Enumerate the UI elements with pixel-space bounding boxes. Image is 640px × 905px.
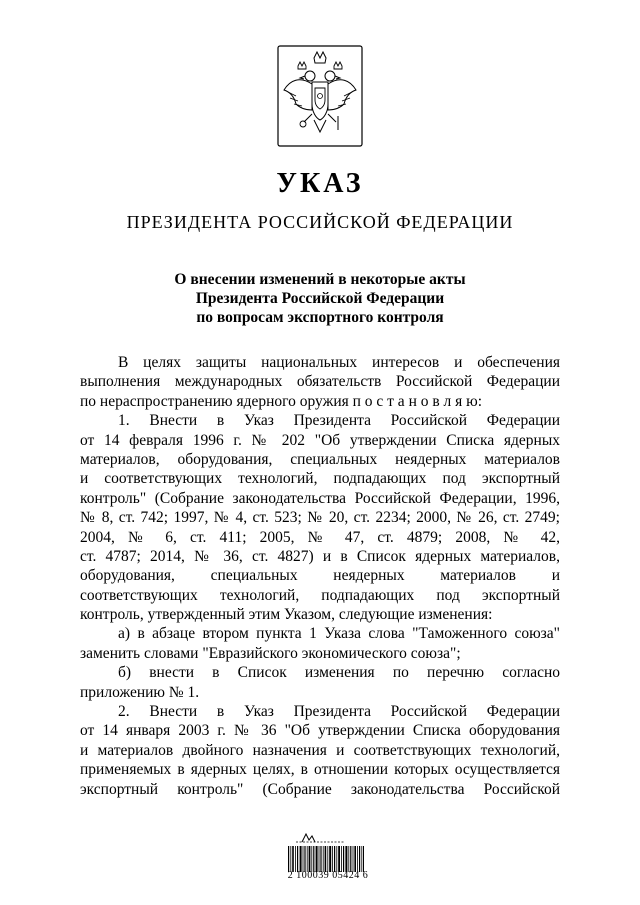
document-title: УКАЗ	[276, 168, 364, 199]
body-line: а) в абзаце втором пункта 1 Указа слова "Таможенного союза"	[118, 625, 560, 643]
body-line: и соответствующих технологий, подпадающих под экспортный	[80, 470, 560, 488]
body-line: № 8, ст. 742; 1997, № 4, ст. 523; № 20, ст. 2234; 2000, № 26, ст. 2749;	[80, 509, 560, 527]
body-line: материалов, оборудования, специальных неядерных материалов	[80, 450, 560, 468]
barcode-icon	[288, 846, 364, 872]
subject-line: О внесении изменений в некоторые акты	[174, 271, 466, 288]
body-line: по нераспространению ядерного оружия п о с т а н о в л я ю:	[80, 392, 483, 410]
body-line: от 14 января 2003 г. № 36 "Об утверждении Списка оборудования	[80, 722, 560, 740]
body-line: применяемых в ядерных целях, в отношении которых осуществляется	[80, 761, 560, 779]
body-line: В целях защиты национальных интересов и обеспечения	[118, 354, 560, 371]
subject-line: по вопросам экспортного контроля	[196, 309, 444, 326]
document-subject	[0, 270, 640, 327]
document-subtitle: ПРЕЗИДЕНТА РОССИЙСКОЙ ФЕДЕРАЦИИ	[126, 212, 514, 232]
body-line: 1. Внести в Указ Президента Российской Федерации	[118, 412, 560, 430]
body-line: оборудования, специальных неядерных материалов и	[80, 567, 560, 585]
body-line: выполнения международных обязательств Российской Федерации	[80, 373, 560, 391]
body-line: б) внести в Список изменения по перечню согласно	[118, 664, 560, 682]
body-line: 2004, № 6, ст. 411; 2005, № 47, ст. 4879; 2008, № 42,	[80, 528, 560, 546]
printing-mark-icon	[292, 830, 348, 844]
body-line: ст. 4787; 2014, № 36, ст. 4827) и в Список ядерных материалов,	[80, 547, 560, 565]
body-line: заменить словами "Евразийского экономического союза";	[80, 644, 461, 662]
body-line: 2. Внести в Указ Президента Российской Федерации	[118, 703, 560, 721]
subject-line: Президента Российской Федерации	[195, 290, 445, 307]
body-line: соответствующих технологий, подпадающих под экспортный	[80, 586, 560, 604]
body-line: и материалов двойного назначения и соответствующих технологий,	[80, 741, 560, 759]
body-line: контроль" (Собрание законодательства Российской Федерации, 1996,	[80, 489, 560, 507]
body-line: от 14 февраля 1996 г. № 202 "Об утверждении Списка ядерных	[80, 431, 560, 449]
body-line: экспортный контроль" (Собрание законодательства Российской	[80, 780, 560, 798]
barcode-number: 2 100039 05424 6	[287, 870, 369, 881]
body-line: приложению № 1.	[80, 683, 200, 701]
document-body	[80, 353, 560, 799]
coat-of-arms-icon	[276, 44, 364, 148]
body-line: контроль, утвержденный этим Указом, следующие изменения:	[80, 606, 493, 624]
